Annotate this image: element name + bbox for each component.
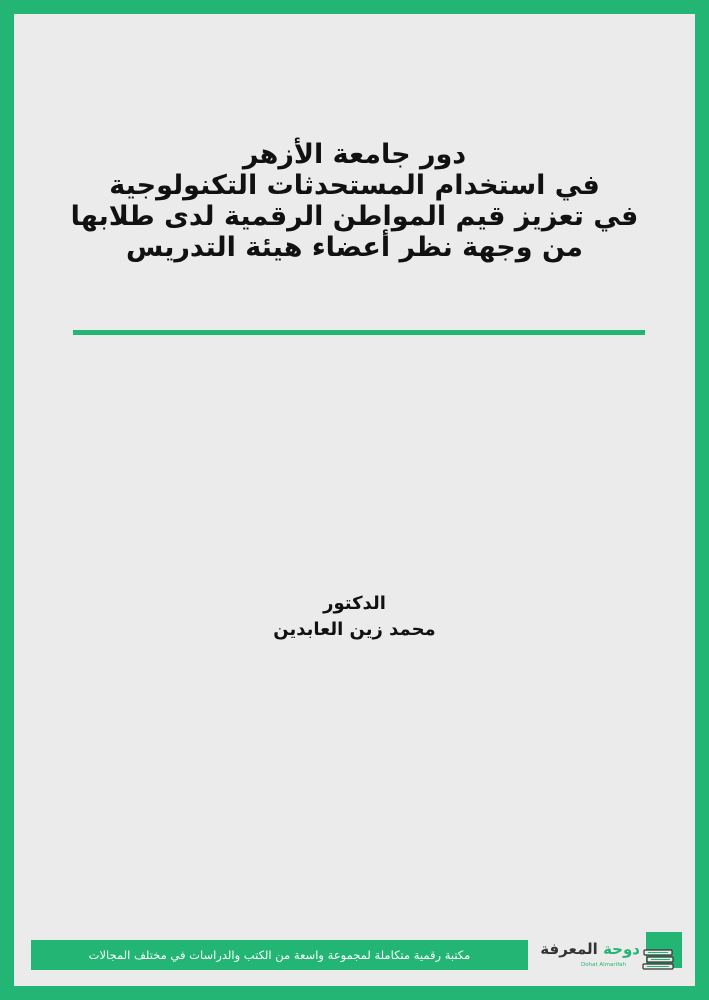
logo-wordmark-part1: دوحة <box>603 940 640 958</box>
author-block <box>14 591 695 643</box>
title-line-3: في تعزيز قيم المواطن الرقمية لدى طلابها <box>70 201 639 232</box>
title-line-2: في استخدام المستحدثات التكنولوجية <box>109 170 600 201</box>
logo-wordmark-part2: المعرفة <box>540 940 604 958</box>
publisher-logo <box>542 932 682 976</box>
title-line-4: من وجهة نظر أعضاء هيئة التدريس <box>126 232 583 263</box>
book-title <box>34 139 675 263</box>
title-divider <box>73 330 645 335</box>
logo-wordmark <box>540 940 640 958</box>
logo-latin-text: Dohat Almarifah <box>581 962 626 968</box>
author-title: الدكتور <box>323 593 386 614</box>
footer-banner <box>31 940 528 970</box>
books-stack-icon <box>642 946 676 976</box>
title-line-1: دور جامعة الأزهر <box>242 139 467 170</box>
footer-text: مكتبة رقمية متكاملة لمجموعة واسعة من الكتب والدراسات في مختلف المجالات <box>88 948 471 962</box>
author-name: محمد زين العابدين <box>273 619 436 640</box>
